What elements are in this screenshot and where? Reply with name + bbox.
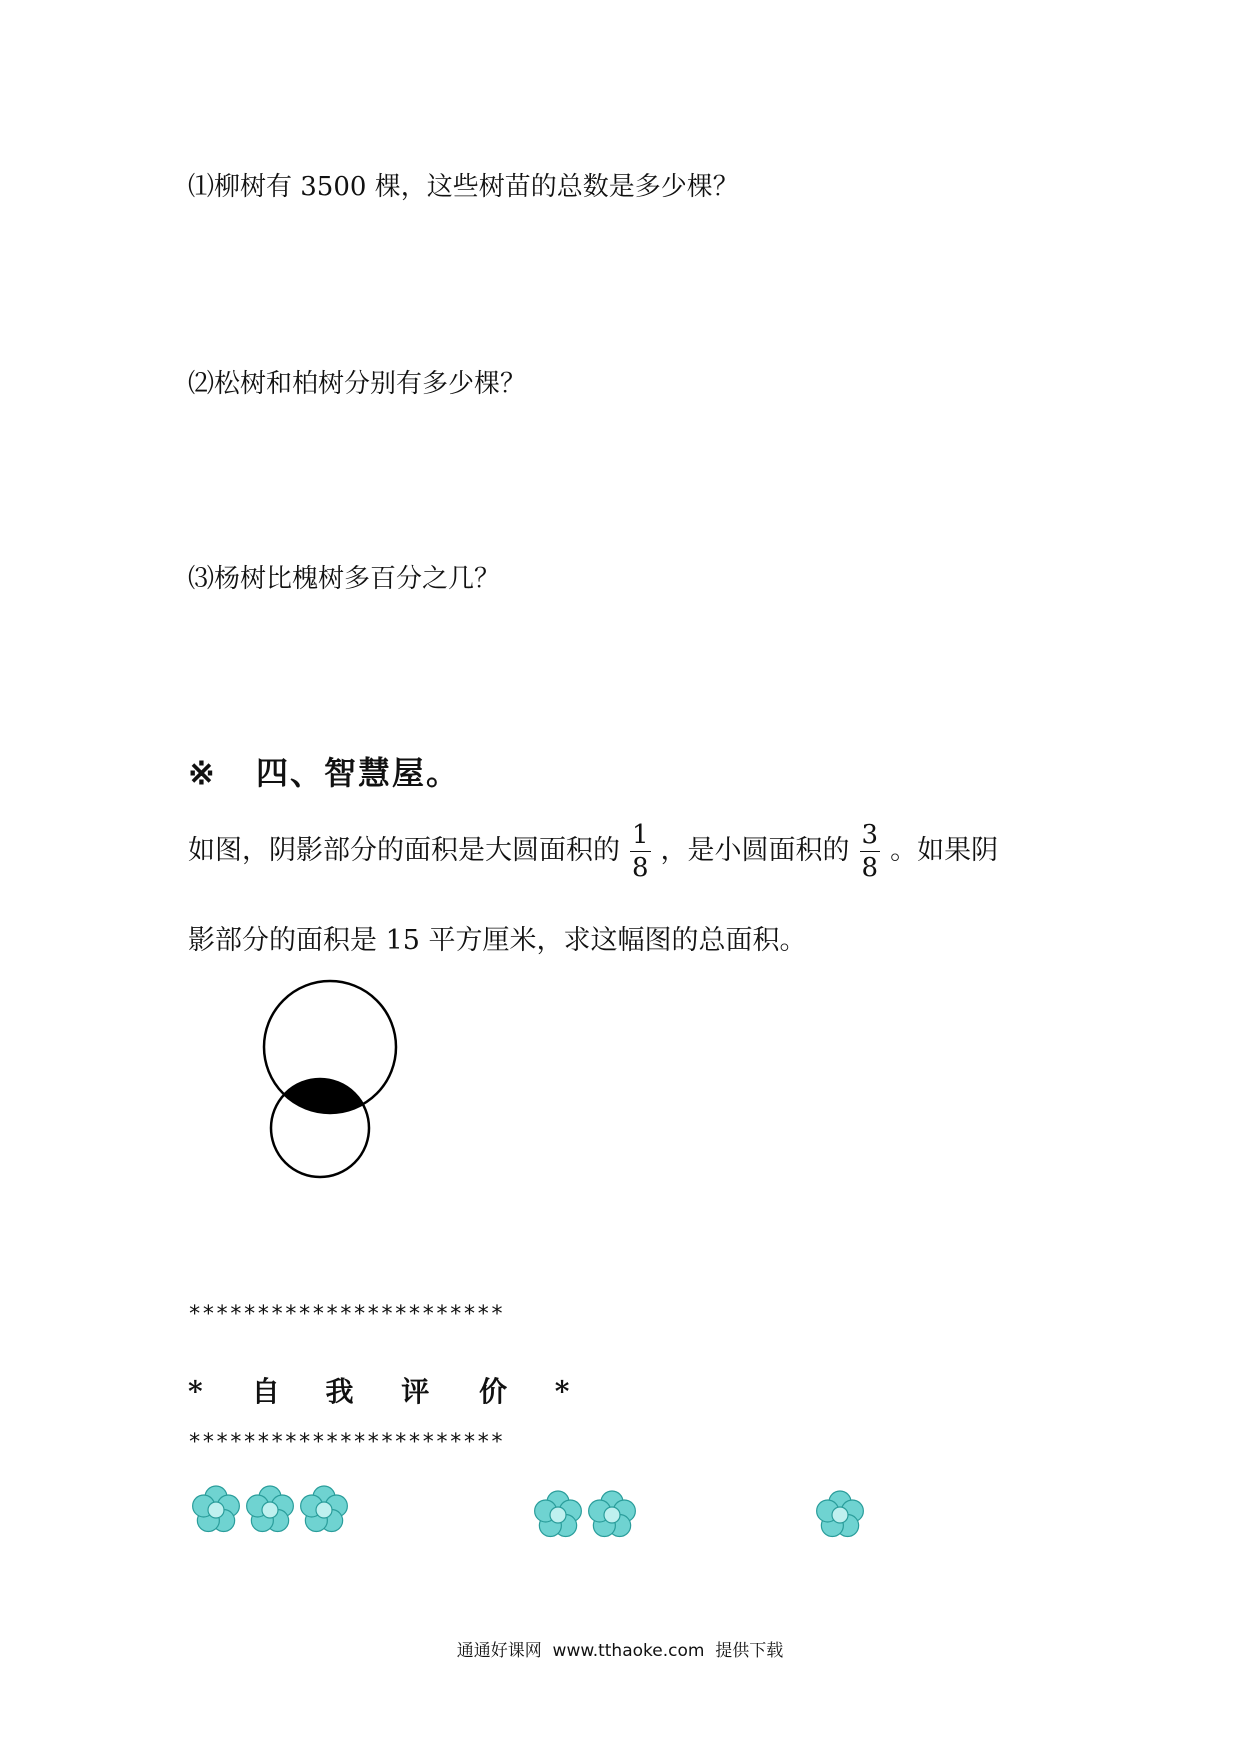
question-1: ⑴柳树有 3500 棵，这些树苗的总数是多少棵？ [188,172,739,202]
flower-icons [812,1485,876,1547]
fraction-denominator: 8 [632,853,649,883]
stars-border-bottom: *********************** [188,1430,505,1455]
flower-icon [817,1491,864,1537]
section-title-text: 四、智慧屋。 [255,754,460,792]
star-right: * [554,1375,570,1408]
flower-icon [247,1486,294,1532]
question-3: ⑶杨树比槐树多百分之几？ [188,564,501,594]
problem-text-a: 如图，阴影部分的面积是大圆面积的 [188,835,620,866]
fraction-3-8 [860,822,881,881]
fraction-1-8 [630,822,651,881]
eval-char-3: 评 [401,1375,430,1408]
overlapping-circles-figure [250,975,410,1210]
flower-icons [530,1485,650,1547]
fraction-numerator: 1 [632,820,649,850]
eval-char-4: 价 [479,1375,508,1408]
rating-group-three [188,1480,358,1546]
flower-icon [535,1491,582,1537]
flower-icon [193,1486,240,1532]
question-2: ⑵松树和柏树分别有多少棵？ [188,369,527,399]
problem-text-b: ，是小圆面积的 [660,835,850,866]
section-title [188,748,460,794]
eval-char-2: 我 [325,1375,354,1408]
flower-icons [188,1480,358,1542]
flower-icon [301,1486,348,1532]
self-evaluation-heading [188,1370,569,1410]
rating-group-one [812,1485,876,1551]
flower-icon [589,1491,636,1537]
problem-line-1 [188,822,998,881]
fraction-denominator: 8 [861,853,879,883]
rating-group-two [530,1485,650,1551]
footer-credit: 通通好课网 www.tthaoke.com 提供下载 [456,1641,784,1661]
star-left: * [188,1375,203,1408]
stars-border-top: *********************** [188,1302,505,1327]
reference-mark: ※ [188,754,217,792]
fraction-numerator: 3 [861,820,879,850]
eval-char-1: 自 [251,1375,280,1408]
problem-line-2: 影部分的面积是 15 平方厘米，求这幅图的总面积。 [188,925,807,956]
problem-text-c: 。如果阴 [890,835,999,866]
